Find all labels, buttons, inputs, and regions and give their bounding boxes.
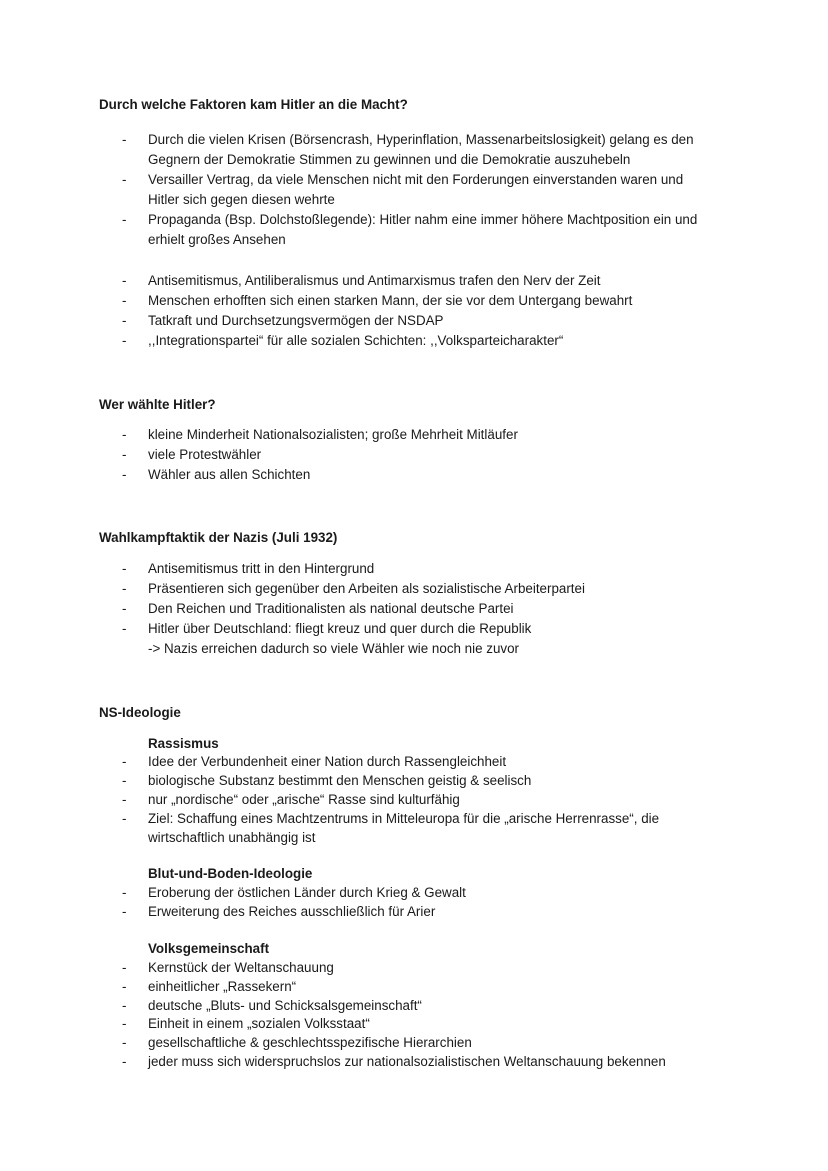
bullet-marker: - — [122, 979, 127, 994]
list-item-text: Erweiterung des Reiches ausschließlich für Arier — [148, 904, 436, 919]
list-item-text: Propaganda (Bsp. Dolchstoßlegende): Hitler nahm eine immer höhere Machtposition ein und — [148, 212, 698, 227]
bullet-marker: - — [122, 904, 127, 919]
list-item-text: kleine Minderheit Nationalsozialisten; große Mehrheit Mitläufer — [148, 427, 518, 442]
list-item-text: biologische Substanz bestimmt den Menschen geistig & seelisch — [148, 773, 532, 788]
list-item-text: Eroberung der östlichen Länder durch Krieg & Gewalt — [148, 885, 466, 900]
bullet-marker: - — [122, 273, 127, 288]
subheading-rassismus: Rassismus — [148, 736, 219, 751]
bullet-marker: - — [122, 581, 127, 596]
bullet-marker: - — [122, 561, 127, 576]
section-heading-faktoren: Durch welche Faktoren kam Hitler an die Macht? — [99, 97, 408, 112]
result-note: -> Nazis erreichen dadurch so viele Wähler wie noch nie zuvor — [148, 641, 520, 656]
bullet-marker: - — [122, 313, 127, 328]
list-item-text: Einheit in einem „sozialen Volksstaat“ — [148, 1016, 370, 1031]
list-item-text: nur „nordische“ oder „arische“ Rasse sind kulturfähig — [148, 792, 460, 807]
bullet-marker: - — [122, 132, 127, 147]
subheading-blut-und-boden: Blut-und-Boden-Ideologie — [148, 866, 313, 881]
bullet-marker: - — [122, 293, 127, 308]
bullet-marker: - — [122, 467, 127, 482]
bullet-marker: - — [122, 1035, 127, 1050]
bullet-marker: - — [122, 212, 127, 227]
section-heading-waehler: Wer wählte Hitler? — [99, 397, 216, 412]
list-item-text: Wähler aus allen Schichten — [148, 467, 311, 482]
list-item-text: Idee der Verbundenheit einer Nation durch Rassengleichheit — [148, 754, 507, 769]
list-item-text: Kernstück der Weltanschauung — [148, 960, 334, 975]
section-heading-ideologie: NS-Ideologie — [99, 705, 181, 720]
list-item-text: Antisemitismus, Antiliberalismus und Antimarxismus trafen den Nerv der Zeit — [148, 273, 601, 288]
list-item-text: Tatkraft und Durchsetzungsvermögen der NSDAP — [148, 313, 444, 328]
list-item-text: viele Protestwähler — [148, 447, 262, 462]
list-item-text: Antisemitismus tritt in den Hintergrund — [148, 561, 375, 576]
list-item-text: wirtschaftlich unabhängig ist — [148, 830, 316, 845]
subheading-volksgemeinschaft: Volksgemeinschaft — [148, 941, 270, 956]
bullet-marker: - — [122, 427, 127, 442]
list-item-text: Durch die vielen Krisen (Börsencrash, Hyperinflation, Massenarbeitslosigkeit) gelang es den — [148, 132, 694, 147]
bullet-marker: - — [122, 960, 127, 975]
list-item-text: Ziel: Schaffung eines Machtzentrums in Mitteleuropa für die „arische Herrenrasse“, die — [148, 811, 660, 826]
bullet-marker: - — [122, 811, 127, 826]
bullet-marker: - — [122, 773, 127, 788]
list-item-text: deutsche „Bluts- und Schicksalsgemeinschaft“ — [148, 998, 422, 1013]
bullet-marker: - — [122, 792, 127, 807]
list-item-text: Menschen erhofften sich einen starken Mann, der sie vor dem Untergang bewahrt — [148, 293, 633, 308]
list-item-text: Gegnern der Demokratie Stimmen zu gewinnen und die Demokratie auszuhebeln — [148, 152, 631, 167]
list-item-text: erhielt großes Ansehen — [148, 232, 286, 247]
list-item-text: Versailler Vertrag, da viele Menschen nicht mit den Forderungen einverstanden waren und — [148, 172, 684, 187]
section-heading-wahlkampf: Wahlkampftaktik der Nazis (Juli 1932) — [99, 530, 338, 545]
bullet-marker: - — [122, 885, 127, 900]
list-item-text: ,,Integrationspartei“ für alle sozialen Schichten: ,,Volksparteicharakter“ — [148, 333, 564, 348]
list-item-text: Hitler über Deutschland: fliegt kreuz und quer durch die Republik — [148, 621, 532, 636]
bullet-marker: - — [122, 172, 127, 187]
bullet-marker: - — [122, 1016, 127, 1031]
bullet-marker: - — [122, 333, 127, 348]
list-item-text: Präsentieren sich gegenüber den Arbeiten als sozialistische Arbeiterpartei — [148, 581, 585, 596]
list-item-text: gesellschaftliche & geschlechtsspezifische Hierarchien — [148, 1035, 472, 1050]
bullet-marker: - — [122, 754, 127, 769]
bullet-marker: - — [122, 1054, 127, 1069]
list-item-text: einheitlicher „Rassekern“ — [148, 979, 297, 994]
bullet-marker: - — [122, 601, 127, 616]
list-item-text: Den Reichen und Traditionalisten als national deutsche Partei — [148, 601, 514, 616]
list-item-text: Hitler sich gegen diesen wehrte — [148, 192, 335, 207]
bullet-marker: - — [122, 998, 127, 1013]
bullet-marker: - — [122, 447, 127, 462]
list-item-text: jeder muss sich widerspruchslos zur nationalsozialistischen Weltanschauung bekennen — [148, 1054, 666, 1069]
bullet-marker: - — [122, 621, 127, 636]
